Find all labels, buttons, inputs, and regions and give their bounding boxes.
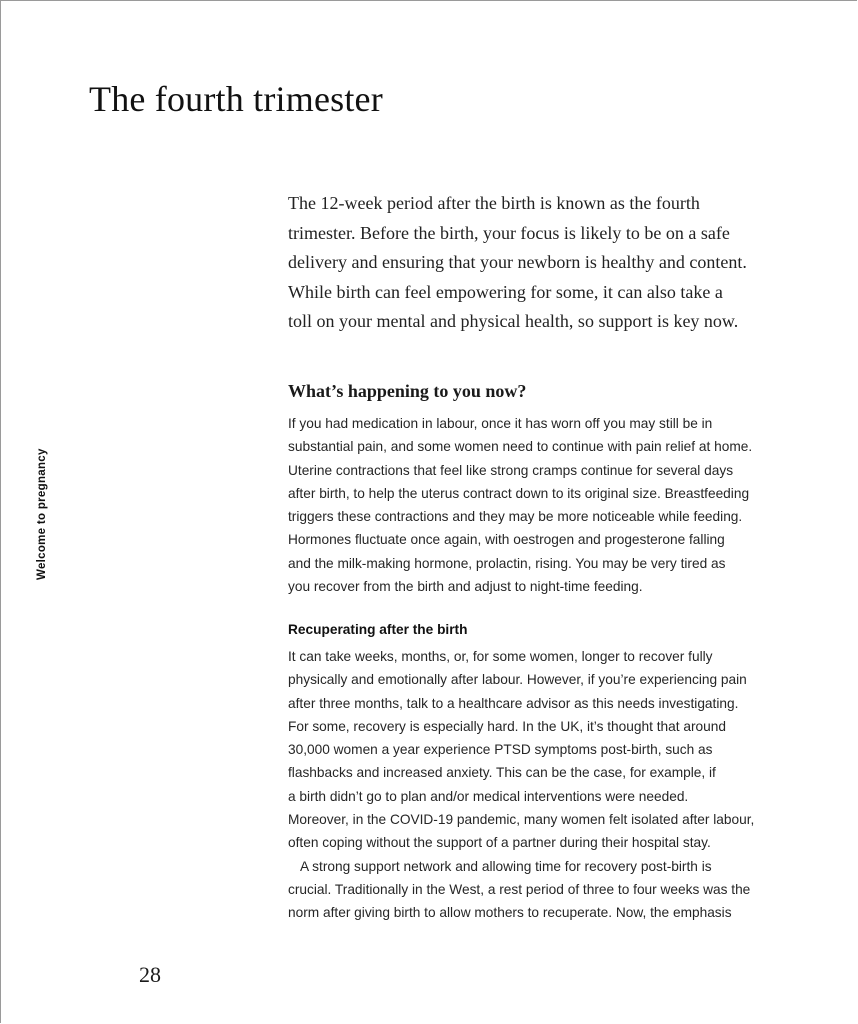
- subheading: Recuperating after the birth: [288, 622, 468, 637]
- intro-line: trimester. Before the birth, your focus is likely to be on a safe: [288, 222, 730, 243]
- body-line: after three months, talk to a healthcare advisor as this needs investigating.: [288, 695, 739, 711]
- body-line: Uterine contractions that feel like strong cramps continue for several days: [288, 462, 734, 478]
- body-line: A strong support network and allowing time for recovery post-birth is: [300, 858, 712, 874]
- body-line: physically and emotionally after labour. However, if you’re experiencing pain: [288, 672, 747, 688]
- body-line: Hormones fluctuate once again, with oestrogen and progesterone falling: [288, 532, 725, 548]
- intro-line: The 12-week period after the birth is known as the fourth: [288, 193, 700, 213]
- body-line: It can take weeks, months, or, for some women, longer to recover fully: [288, 649, 713, 664]
- page-number: 28: [139, 962, 161, 987]
- intro-line: While birth can feel empowering for some, it can also take a: [288, 281, 723, 302]
- body-line: often coping without the support of a partner during their hospital stay.: [288, 835, 711, 851]
- body-line: Moreover, in the COVID-19 pandemic, many women felt isolated after labour,: [288, 812, 755, 828]
- body-line: norm after giving birth to allow mothers to recuperate. Now, the emphasis: [288, 905, 732, 921]
- body-line: If you had medication in labour, once it has worn off you may still be in: [288, 416, 713, 431]
- page-title: The fourth trimester: [89, 79, 383, 119]
- body-line: For some, recovery is especially hard. In the UK, it’s thought that around: [288, 718, 726, 734]
- body-line: crucial. Traditionally in the West, a rest period of three to four weeks was the: [288, 881, 751, 897]
- section-paragraph: [288, 412, 808, 598]
- body-line: substantial pain, and some women need to continue with pain relief at home.: [288, 439, 753, 455]
- section-side-label: Welcome to pregnancy: [36, 448, 48, 580]
- body-line: flashbacks and increased anxiety. This can be the case, for example, if: [288, 765, 716, 781]
- body-line: and the milk-making hormone, prolactin, rising. You may be very tired as: [288, 555, 726, 571]
- body-line: 30,000 women a year experience PTSD symptoms post-birth, such as: [288, 742, 713, 758]
- recuperating-paragraph: [288, 645, 808, 925]
- body-line: a birth didn’t go to plan and/or medical interventions were needed.: [288, 788, 689, 804]
- section-heading: What’s happening to you now?: [288, 381, 527, 401]
- body-line: you recover from the birth and adjust to night-time feeding.: [288, 579, 643, 595]
- body-line: triggers these contractions and they may be more noticeable while feeding.: [288, 509, 743, 525]
- intro-line: delivery and ensuring that your newborn is healthy and content.: [288, 252, 747, 272]
- body-line: after birth, to help the uterus contract down to its original size. Breastfeeding: [288, 485, 750, 501]
- intro-line: toll on your mental and physical health, so support is key now.: [288, 311, 739, 331]
- intro-paragraph: [288, 189, 788, 337]
